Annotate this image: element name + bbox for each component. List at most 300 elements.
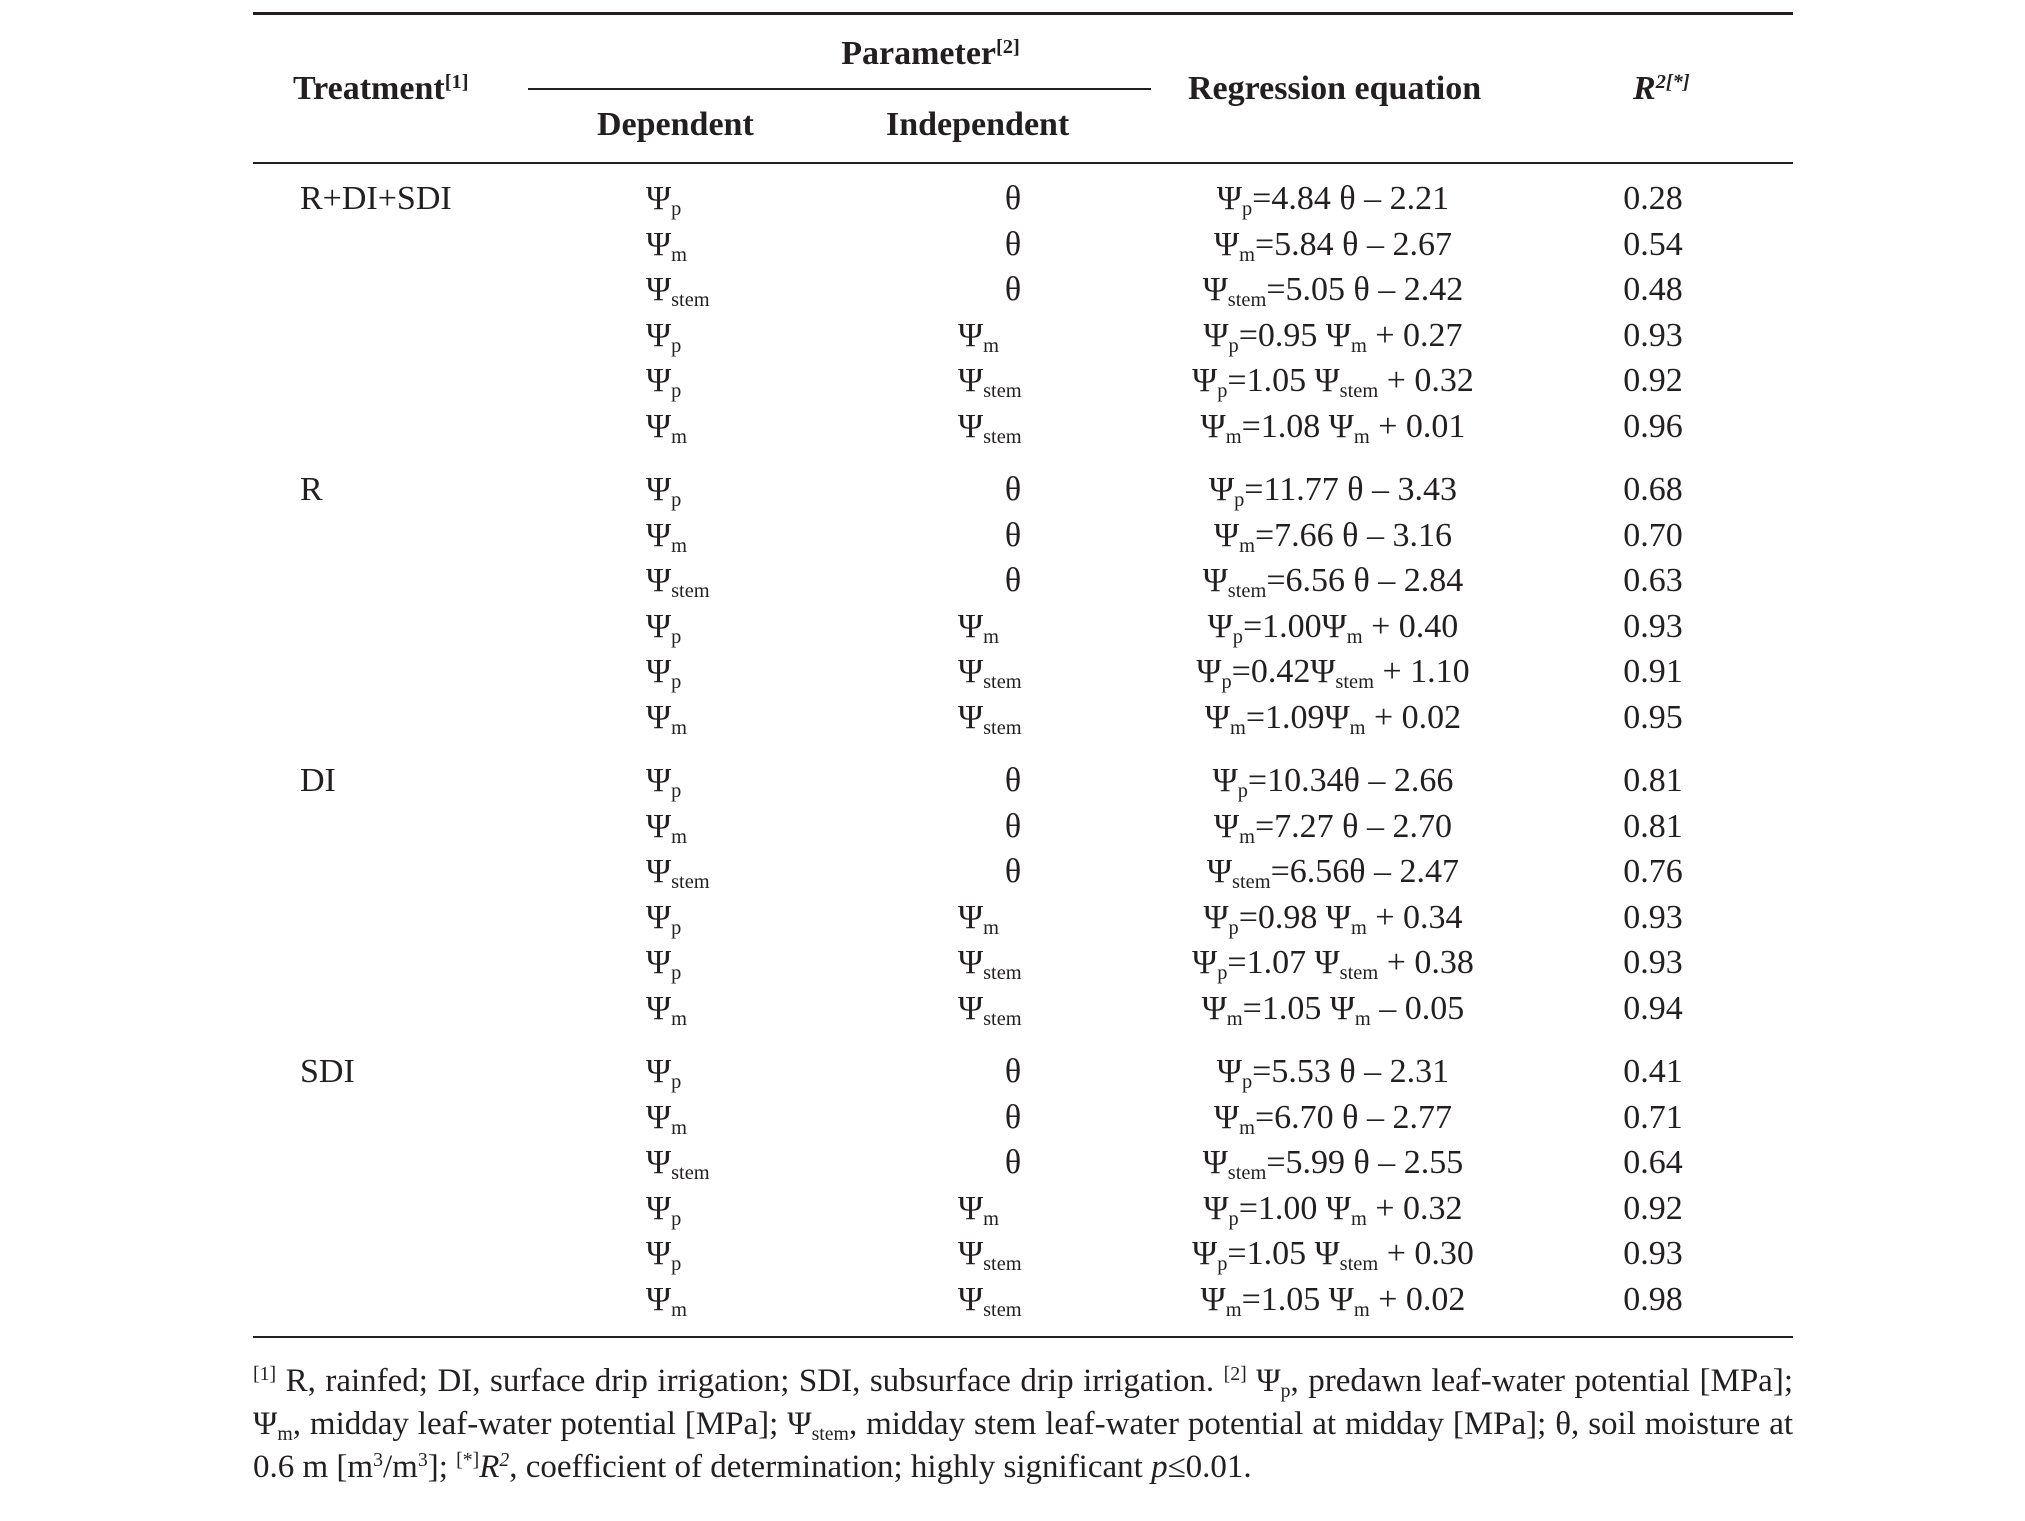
equation-part: m [1239, 825, 1255, 848]
equation-part: =1.00Ψ [1242, 607, 1347, 645]
independent-symbol: Ψ [958, 653, 984, 690]
table-body [253, 164, 1793, 1336]
header-dependent: Dependent [597, 106, 754, 143]
equation-part: Ψ [1216, 180, 1242, 217]
independent-symbol: θ [1004, 516, 1022, 554]
dependent-subscript: p [671, 1071, 682, 1094]
dependent-subscript: m [671, 716, 687, 739]
table-row [253, 1140, 1793, 1186]
equation-part: Ψ [1192, 944, 1218, 981]
equation-part: m [1353, 1298, 1370, 1321]
dependent-symbol: Ψ [646, 562, 672, 599]
equation-part: =7.66 θ – 3.16 [1255, 516, 1452, 554]
parameter-underline [528, 88, 1151, 90]
header-parameter [738, 34, 1123, 74]
equation-part: Ψ [1209, 471, 1235, 508]
regression-equation-cell [1173, 513, 1493, 558]
r2-cell: 0.93 [1623, 898, 1683, 936]
footnote-part: [*] [456, 1449, 480, 1472]
r2-cell: 0.64 [1623, 1144, 1683, 1181]
dependent-symbol: Ψ [646, 698, 672, 736]
dependent-cell [646, 649, 681, 694]
header-parameter-footnote-mark: [2] [996, 35, 1020, 58]
equation-part: =1.05 Ψ [1242, 989, 1355, 1027]
footnote-part: /m [382, 1449, 418, 1485]
header-regression-equation: Regression equation [1188, 70, 1482, 107]
equation-part: Ψ [1212, 762, 1238, 799]
independent-symbol: Ψ [958, 407, 984, 445]
regression-equation-cell [1173, 1186, 1493, 1231]
dependent-subscript: m [671, 1116, 687, 1139]
treatment-group [253, 758, 1793, 1031]
footnote-part: [2] [1223, 1363, 1247, 1386]
independent-symbol: θ [1004, 807, 1022, 845]
table-row [253, 649, 1793, 695]
equation-part: m [1351, 1207, 1367, 1230]
independent-symbol: Ψ [958, 944, 984, 981]
dependent-symbol: Ψ [646, 362, 672, 399]
equation-part: Ψ [1201, 989, 1227, 1027]
independent-cell [958, 404, 1022, 449]
equation-part: =1.05 Ψ [1241, 1280, 1354, 1318]
r2-cell: 0.28 [1623, 180, 1683, 217]
dependent-cell [646, 986, 687, 1031]
independent-cell [958, 604, 999, 649]
equation-part: + 1.10 [1373, 653, 1470, 690]
dependent-subscript: m [671, 534, 687, 557]
dependent-symbol: Ψ [646, 180, 672, 217]
footnote-part: , midday stem leaf-water potential at midday [MPa]; θ, soil moisture at 0.6 m [m [253, 1406, 1794, 1485]
equation-part: Ψ [1214, 1098, 1240, 1136]
equation-part: =0.42Ψ [1231, 653, 1336, 690]
equation-part: m [1226, 1007, 1243, 1030]
dependent-symbol: Ψ [646, 653, 672, 690]
equation-part: Ψ [1192, 362, 1218, 399]
equation-part: Ψ [1192, 1235, 1218, 1272]
dependent-cell [646, 1186, 681, 1231]
dependent-subscript: stem [671, 580, 710, 603]
equation-part: p [1217, 380, 1228, 403]
table-row [253, 313, 1793, 359]
dependent-cell [646, 176, 681, 221]
dependent-cell [646, 604, 681, 649]
dependent-subscript: p [671, 1207, 682, 1230]
independent-symbol: θ [1004, 180, 1022, 217]
regression-equation-cell [1173, 986, 1493, 1031]
equation-part: Ψ [1204, 698, 1230, 736]
regression-equation-cell [1173, 358, 1493, 403]
regression-equation-cell [1173, 1231, 1493, 1276]
dependent-cell [646, 758, 681, 803]
equation-part: m [1239, 243, 1255, 266]
equation-part: + 0.40 [1362, 607, 1459, 645]
footnote-part: 3 [417, 1449, 428, 1472]
footnote-part: p [1280, 1379, 1291, 1402]
r2-cell: 0.98 [1623, 1280, 1683, 1318]
table-row [253, 358, 1793, 404]
r2-cell: 0.54 [1623, 225, 1683, 263]
treatment-cell: SDI [300, 1053, 355, 1090]
equation-part: stem [1339, 962, 1379, 985]
r2-cell: 0.93 [1623, 607, 1683, 645]
regression-equation-cell [1173, 895, 1493, 940]
equation-part: m [1346, 625, 1363, 648]
r2-cell: 0.93 [1623, 944, 1683, 981]
equation-part: + 0.02 [1369, 1280, 1466, 1318]
regression-equation-cell [1173, 604, 1493, 649]
footnote-part: p [1151, 1449, 1168, 1485]
table-row [253, 222, 1793, 268]
regression-equation-cell [1173, 940, 1493, 985]
footnote-part: [1] [253, 1363, 277, 1386]
dependent-subscript: stem [671, 1162, 710, 1185]
regression-equation-cell [1173, 404, 1493, 449]
header-r2 [1633, 69, 1690, 109]
dependent-subscript: p [671, 489, 682, 512]
r2-cell: 0.91 [1623, 653, 1683, 690]
table-row [253, 604, 1793, 650]
equation-part: Ψ [1214, 516, 1240, 554]
independent-subscript: stem [983, 1007, 1022, 1030]
equation-part: =5.05 θ – 2.42 [1266, 271, 1464, 308]
equation-part: =6.56θ – 2.47 [1270, 853, 1460, 890]
dependent-symbol: Ψ [646, 471, 672, 508]
r2-cell: 0.92 [1623, 1189, 1683, 1227]
table-row [253, 1277, 1793, 1323]
dependent-subscript: p [671, 962, 682, 985]
independent-cell [958, 695, 1022, 740]
equation-part: Ψ [1202, 1144, 1228, 1181]
independent-cell [963, 513, 1063, 558]
dependent-symbol: Ψ [646, 516, 672, 554]
table-row [253, 849, 1793, 895]
dependent-cell [646, 849, 710, 894]
equation-part: + 0.01 [1369, 407, 1466, 445]
regression-equation-cell [1173, 467, 1493, 512]
table-row [253, 986, 1793, 1032]
dependent-subscript: m [671, 1007, 687, 1030]
equation-part: m [1225, 1298, 1242, 1321]
dependent-subscript: p [671, 625, 682, 648]
equation-part: p [1232, 625, 1243, 648]
equation-part: stem [1339, 380, 1379, 403]
dependent-cell [646, 313, 681, 358]
equation-part: Ψ [1200, 1280, 1226, 1318]
independent-subscript: stem [983, 425, 1022, 448]
independent-cell [958, 986, 1022, 1031]
r2-cell: 0.63 [1623, 562, 1683, 599]
dependent-cell [646, 404, 687, 449]
independent-subscript: m [983, 1207, 999, 1230]
independent-cell [958, 1277, 1022, 1322]
independent-cell [963, 467, 1063, 512]
independent-cell [958, 649, 1022, 694]
r2-cell: 0.68 [1623, 471, 1683, 508]
equation-part: Ψ [1202, 271, 1228, 308]
independent-cell [958, 1231, 1022, 1276]
regression-equation-cell [1173, 1049, 1493, 1094]
dependent-symbol: Ψ [646, 271, 672, 308]
table-header [253, 15, 1793, 162]
regression-table [253, 12, 1793, 1489]
equation-part: p [1237, 780, 1248, 803]
independent-subscript: stem [983, 716, 1022, 739]
equation-part: stem [1232, 871, 1271, 894]
independent-symbol: θ [1004, 225, 1022, 263]
treatment-cell: DI [300, 762, 336, 799]
dependent-cell [646, 358, 681, 403]
dependent-symbol: Ψ [646, 807, 672, 845]
table-row [253, 804, 1793, 850]
header-treatment-label: Treatment [293, 70, 445, 107]
header-r2-label: R [1633, 70, 1656, 107]
independent-cell [963, 176, 1063, 221]
dependent-subscript: p [671, 1253, 682, 1276]
equation-part: p [1241, 198, 1253, 221]
equation-part: m [1351, 916, 1367, 939]
independent-subscript: stem [983, 671, 1022, 694]
independent-symbol: Ψ [958, 607, 984, 645]
dependent-cell [646, 1049, 681, 1094]
dependent-cell [646, 695, 687, 740]
footnote-part: R, rainfed; DI, surface drip irrigation; SDI, subsurface drip irrigation. [276, 1363, 1224, 1399]
independent-subscript: m [983, 334, 999, 357]
r2-cell: 0.48 [1623, 271, 1683, 308]
equation-part: – 0.05 [1370, 989, 1465, 1027]
regression-equation-cell [1173, 176, 1493, 221]
independent-subscript: stem [983, 1298, 1022, 1321]
equation-part: + 0.32 [1366, 1189, 1463, 1227]
equation-part: + 0.27 [1366, 316, 1463, 354]
independent-symbol: Ψ [958, 698, 984, 736]
independent-cell [963, 222, 1063, 267]
regression-equation-cell [1173, 1095, 1493, 1140]
equation-part: m [1239, 1116, 1255, 1139]
independent-symbol: Ψ [958, 362, 984, 399]
regression-equation-cell [1173, 649, 1493, 694]
footnote-part: Ψ [1246, 1363, 1281, 1399]
independent-symbol: Ψ [958, 1189, 984, 1227]
treatment-group [253, 176, 1793, 449]
dependent-symbol: Ψ [646, 1053, 672, 1090]
dependent-cell [646, 513, 687, 558]
dependent-subscript: m [671, 825, 687, 848]
independent-subscript: stem [983, 1253, 1022, 1276]
equation-part: stem [1227, 1162, 1267, 1185]
equation-part: Ψ [1202, 562, 1228, 599]
footnote-part: R [479, 1449, 500, 1485]
independent-cell [963, 849, 1063, 894]
equation-part: m [1351, 334, 1367, 357]
independent-subscript: stem [983, 962, 1022, 985]
equation-part: =1.09Ψ [1245, 698, 1350, 736]
equation-part: + 0.38 [1378, 944, 1474, 981]
equation-part: p [1217, 962, 1228, 985]
equation-part: Ψ [1200, 407, 1226, 445]
r2-cell: 0.93 [1623, 316, 1683, 354]
equation-part: Ψ [1216, 1053, 1242, 1090]
equation-part: =11.77 θ – 3.43 [1244, 471, 1457, 508]
equation-part: p [1221, 671, 1232, 694]
table-row [253, 1049, 1793, 1095]
equation-part: =5.53 θ – 2.31 [1252, 1053, 1450, 1090]
equation-part: Ψ [1207, 607, 1233, 645]
r2-cell: 0.70 [1623, 516, 1683, 554]
equation-part: p [1228, 916, 1239, 939]
dependent-symbol: Ψ [646, 1098, 672, 1136]
equation-part: stem [1335, 671, 1374, 694]
equation-part: p [1234, 489, 1245, 512]
table-row [253, 695, 1793, 741]
equation-part: Ψ [1206, 853, 1233, 890]
equation-part: m [1354, 1007, 1371, 1030]
table-row [253, 940, 1793, 986]
footnote-part: , midday leaf-water potential [MPa]; Ψ [292, 1406, 812, 1442]
footnote-part: , coefficient of determination; highly significant [509, 1449, 1152, 1485]
table-row [253, 267, 1793, 313]
dependent-symbol: Ψ [646, 607, 672, 645]
dependent-subscript: m [671, 243, 687, 266]
header-independent: Independent [886, 106, 1070, 143]
regression-equation-cell [1173, 313, 1493, 358]
dependent-subscript: p [671, 334, 682, 357]
equation-part: =5.84 θ – 2.67 [1255, 225, 1452, 263]
independent-cell [963, 558, 1063, 603]
independent-subscript: m [983, 625, 999, 648]
bottom-rule [253, 1336, 1793, 1338]
dependent-cell [646, 1277, 687, 1322]
equation-part: m [1353, 425, 1370, 448]
equation-part: m [1239, 534, 1255, 557]
equation-part: stem [1227, 580, 1267, 603]
dependent-symbol: Ψ [646, 1235, 672, 1272]
dependent-symbol: Ψ [646, 225, 672, 263]
independent-cell [963, 1140, 1063, 1185]
dependent-subscript: p [671, 671, 682, 694]
equation-part: =1.00 Ψ [1238, 1189, 1351, 1227]
dependent-subscript: p [671, 198, 682, 221]
equation-part: =1.05 Ψ [1227, 1235, 1340, 1272]
dependent-subscript: p [671, 780, 682, 803]
r2-cell: 0.41 [1623, 1053, 1683, 1090]
equation-part: Ψ [1196, 653, 1222, 690]
dependent-subscript: m [671, 1298, 687, 1321]
dependent-cell [646, 940, 681, 985]
dependent-subscript: m [671, 425, 687, 448]
equation-part: p [1217, 1253, 1228, 1276]
equation-part: =0.95 Ψ [1238, 316, 1351, 354]
independent-symbol: Ψ [958, 989, 984, 1027]
equation-part: =1.07 Ψ [1227, 944, 1340, 981]
dependent-symbol: Ψ [646, 407, 672, 445]
independent-symbol: θ [1004, 1144, 1022, 1181]
footnote-part: 2 [499, 1449, 510, 1472]
independent-symbol: Ψ [958, 898, 984, 936]
independent-symbol: θ [1004, 271, 1022, 308]
equation-part: =6.70 θ – 2.77 [1255, 1098, 1452, 1136]
footnote-part: 3 [373, 1449, 383, 1472]
dependent-symbol: Ψ [646, 762, 672, 799]
independent-cell [963, 267, 1063, 312]
regression-equation-cell [1173, 758, 1493, 803]
independent-cell [963, 1049, 1063, 1094]
dependent-symbol: Ψ [646, 944, 672, 981]
footnote-part: m [277, 1422, 293, 1445]
dependent-subscript: stem [671, 289, 710, 312]
equation-part: m [1225, 425, 1242, 448]
independent-symbol: θ [1004, 1053, 1022, 1090]
treatment-cell: R [300, 471, 323, 508]
equation-part: + 0.34 [1366, 898, 1463, 936]
table-row [253, 1231, 1793, 1277]
table-row [253, 895, 1793, 941]
dependent-symbol: Ψ [646, 853, 672, 890]
regression-equation-cell [1173, 849, 1493, 894]
independent-cell [963, 1095, 1063, 1140]
table-row [253, 1186, 1793, 1232]
equation-part: m [1229, 716, 1246, 739]
equation-part: + 0.32 [1378, 362, 1474, 399]
r2-cell: 0.81 [1623, 762, 1683, 799]
independent-symbol: Ψ [958, 316, 984, 354]
independent-symbol: Ψ [958, 1235, 984, 1272]
dependent-cell [646, 1140, 710, 1185]
r2-cell: 0.92 [1623, 362, 1683, 399]
equation-part: + 0.30 [1378, 1235, 1474, 1272]
dependent-symbol: Ψ [646, 898, 672, 936]
independent-cell [958, 895, 999, 940]
table-row [253, 1095, 1793, 1141]
dependent-cell [646, 804, 687, 849]
r2-cell: 0.93 [1623, 1235, 1683, 1272]
independent-cell [963, 804, 1063, 849]
equation-part: =6.56 θ – 2.84 [1266, 562, 1464, 599]
independent-cell [963, 758, 1063, 803]
equation-part: Ψ [1203, 898, 1229, 936]
r2-cell: 0.96 [1623, 407, 1683, 445]
dependent-symbol: Ψ [646, 316, 672, 354]
equation-part: p [1241, 1071, 1253, 1094]
regression-equation-cell [1173, 267, 1493, 312]
r2-cell: 0.81 [1623, 807, 1683, 845]
regression-equation-cell [1173, 1140, 1493, 1185]
dependent-cell [646, 467, 681, 512]
dependent-cell [646, 267, 710, 312]
dependent-cell [646, 895, 681, 940]
equation-part: Ψ [1203, 316, 1229, 354]
r2-cell: 0.71 [1623, 1098, 1683, 1136]
dependent-symbol: Ψ [646, 1189, 672, 1227]
equation-part: =4.84 θ – 2.21 [1252, 180, 1450, 217]
r2-cell: 0.95 [1623, 698, 1683, 736]
regression-equation-cell [1173, 804, 1493, 849]
independent-cell [958, 313, 999, 358]
treatment-group [253, 467, 1793, 740]
equation-part: =7.27 θ – 2.70 [1255, 807, 1452, 845]
equation-part: p [1228, 1207, 1239, 1230]
independent-symbol: θ [1004, 471, 1022, 508]
dependent-subscript: p [671, 916, 682, 939]
dependent-subscript: stem [671, 871, 710, 894]
table-row [253, 558, 1793, 604]
equation-part: Ψ [1214, 807, 1240, 845]
dependent-cell [646, 1231, 681, 1276]
treatment-cell: R+DI+SDI [300, 180, 452, 217]
table-row [253, 758, 1793, 804]
dependent-cell [646, 558, 710, 603]
dependent-subscript: p [671, 380, 682, 403]
table-row [253, 176, 1793, 222]
